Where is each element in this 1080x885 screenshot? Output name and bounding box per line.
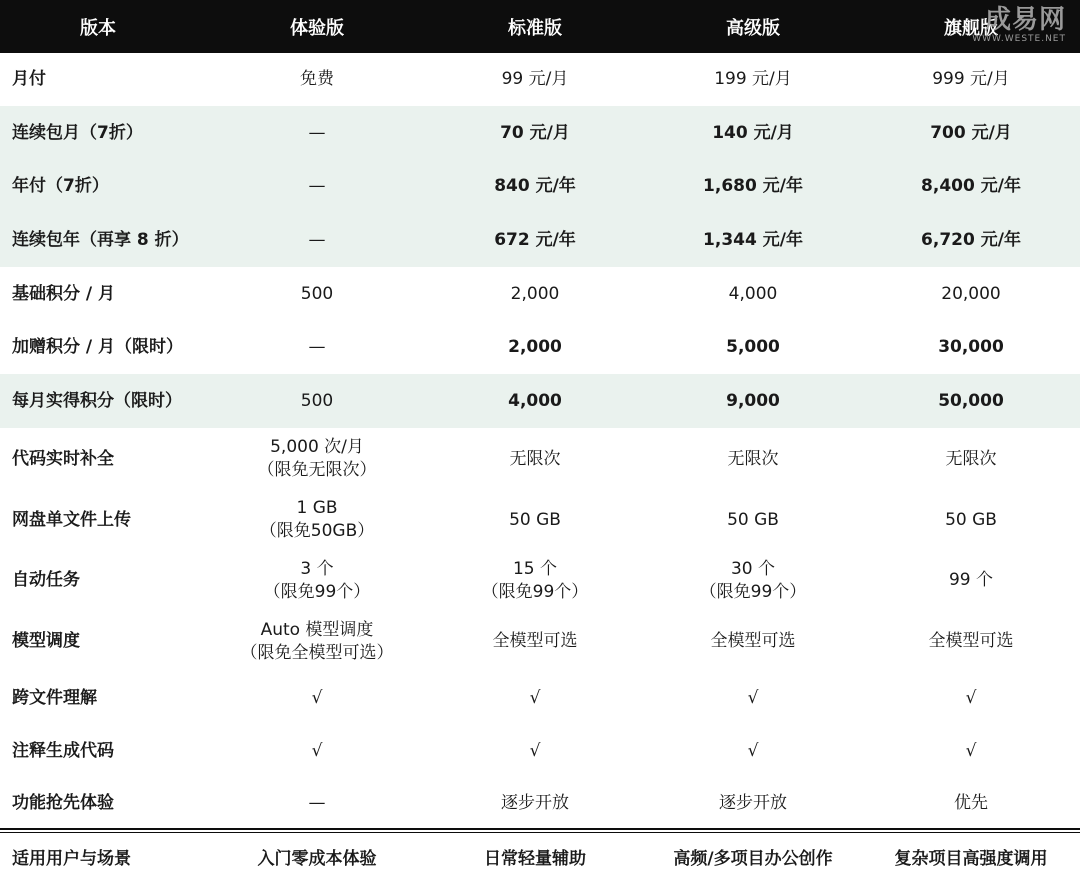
table-cell: 日常轻量辅助: [484, 848, 586, 869]
table-cell: 50 GB: [945, 509, 997, 530]
table-cell: 8,400 元/年: [921, 176, 1021, 196]
table-cell: [208, 436, 426, 482]
table-row: [0, 106, 1080, 160]
cell-note: （限免50GB）: [259, 521, 375, 541]
table-cell: 无限次: [727, 448, 779, 469]
table-cell: 免费: [300, 69, 334, 89]
table-row: [0, 778, 1080, 828]
table-cell: 99 元/月: [501, 69, 569, 89]
watermark-logo-url: WWW.WESTE.NET: [972, 34, 1066, 44]
table-header: [0, 0, 1080, 53]
cell-value: 1 GB: [296, 498, 338, 518]
table-row: [0, 611, 1080, 672]
table-cell: 500: [300, 390, 334, 411]
table-cell: 500: [300, 283, 334, 304]
table-cell: —: [308, 337, 326, 357]
divider: [0, 828, 1080, 830]
row-label: 年付（7折）: [12, 176, 109, 196]
table-cell: 30,000: [938, 337, 1004, 357]
table-row: [0, 428, 1080, 490]
row-label: 跨文件理解: [12, 688, 97, 708]
table-cell: 全模型可选: [928, 631, 1014, 651]
table-row: [0, 550, 1080, 611]
table-cell: 全模型可选: [710, 631, 796, 651]
row-label: 月付: [12, 69, 46, 89]
table-cell: 20,000: [941, 283, 1001, 304]
table-row: [0, 160, 1080, 213]
table-cell: 高频/多项目办公创作: [673, 848, 833, 869]
watermark-logo: [972, 6, 1066, 44]
table-row: [0, 267, 1080, 321]
table-cell: 700 元/月: [930, 122, 1012, 143]
table-cell: 复杂项目高强度调用: [894, 848, 1048, 869]
table-row: [0, 833, 1080, 885]
header-cell-standard: 标准版: [508, 17, 562, 39]
header-cell-advanced: 高级版: [726, 17, 780, 39]
table-row: [0, 374, 1080, 428]
table-cell: 840 元/年: [494, 176, 576, 196]
table-row: [0, 53, 1080, 106]
check-icon: √: [965, 741, 977, 761]
table-cell: [644, 558, 862, 604]
row-label: 基础积分 / 月: [12, 283, 116, 304]
table-cell: 9,000: [726, 390, 780, 411]
table-cell: [208, 497, 426, 543]
cell-note: （限免99个）: [481, 581, 589, 602]
table-cell: 1,344 元/年: [703, 229, 803, 250]
row-label: 连续包月（7折）: [12, 122, 143, 143]
cell-value: 5,000 次/月: [270, 437, 364, 457]
header-cell-flagship: 旗舰版: [944, 17, 998, 39]
table-cell: —: [308, 792, 326, 813]
table-cell: 优先: [954, 792, 988, 813]
table-cell: 2,000: [510, 283, 560, 304]
table-cell: —: [308, 176, 326, 196]
table-cell: 4,000: [508, 390, 562, 411]
table-cell: 50,000: [938, 390, 1004, 411]
table-row: [0, 672, 1080, 725]
row-label: 模型调度: [12, 631, 80, 651]
table-cell: —: [308, 122, 326, 143]
cell-value: 3 个: [300, 558, 334, 579]
row-label: 每月实得积分（限时）: [12, 390, 182, 411]
check-icon: √: [529, 688, 541, 708]
table-cell: 无限次: [509, 448, 561, 469]
cell-value: 30 个: [730, 558, 776, 579]
table-cell: 672 元/年: [494, 229, 576, 250]
row-label: 适用用户与场景: [12, 848, 131, 869]
table-row: [0, 321, 1080, 374]
table-cell: 50 GB: [727, 509, 779, 530]
table-row: [0, 725, 1080, 778]
row-label: 网盘单文件上传: [12, 509, 131, 530]
table-cell: [208, 558, 426, 604]
table-cell: 无限次: [945, 448, 997, 469]
check-icon: √: [311, 741, 323, 761]
table-cell: 70 元/月: [500, 122, 570, 143]
check-icon: √: [747, 688, 759, 708]
table-cell: 2,000: [508, 337, 562, 357]
table-cell: [208, 619, 426, 665]
row-label: 注释生成代码: [12, 741, 114, 761]
row-label: 代码实时补全: [12, 448, 114, 469]
check-icon: √: [529, 741, 541, 761]
cell-value: Auto 模型调度: [260, 619, 374, 640]
table-cell: —: [308, 229, 326, 250]
row-label: 连续包年（再享 8 折）: [12, 229, 189, 250]
table-cell: 5,000: [726, 337, 780, 357]
table-cell: 6,720 元/年: [921, 229, 1021, 250]
table-cell: 199 元/月: [714, 69, 792, 89]
header-cell-version: 版本: [80, 17, 116, 39]
table-cell: 1,680 元/年: [703, 176, 803, 196]
cell-note: （限免99个）: [699, 581, 807, 602]
row-label: 自动任务: [12, 570, 80, 590]
check-icon: √: [965, 688, 977, 708]
cell-value: 15 个: [512, 558, 558, 579]
watermark-logo-text: 成易网: [984, 5, 1066, 35]
table-row: [0, 213, 1080, 267]
table-cell: 逐步开放: [501, 792, 569, 813]
table-cell: [426, 558, 644, 604]
row-label: 加赠积分 / 月（限时）: [12, 337, 184, 357]
row-label: 功能抢先体验: [12, 792, 114, 813]
table-cell: 140 元/月: [712, 122, 794, 143]
table-row: [0, 490, 1080, 550]
cell-note: （限免全模型可选）: [240, 642, 394, 663]
cell-note: （限免无限次）: [257, 460, 377, 480]
table-cell: 4,000: [728, 283, 778, 304]
table-cell: 50 GB: [509, 509, 561, 530]
table-cell: 全模型可选: [492, 631, 578, 651]
header-cell-trial: 体验版: [290, 17, 344, 39]
table-cell: 999 元/月: [932, 69, 1010, 89]
table-cell: 逐步开放: [719, 792, 787, 813]
check-icon: √: [311, 688, 323, 708]
check-icon: √: [747, 741, 759, 761]
table-cell: 99 个: [948, 570, 994, 590]
cell-note: （限免99个）: [263, 581, 371, 602]
table-cell: 入门零成本体验: [257, 848, 377, 869]
